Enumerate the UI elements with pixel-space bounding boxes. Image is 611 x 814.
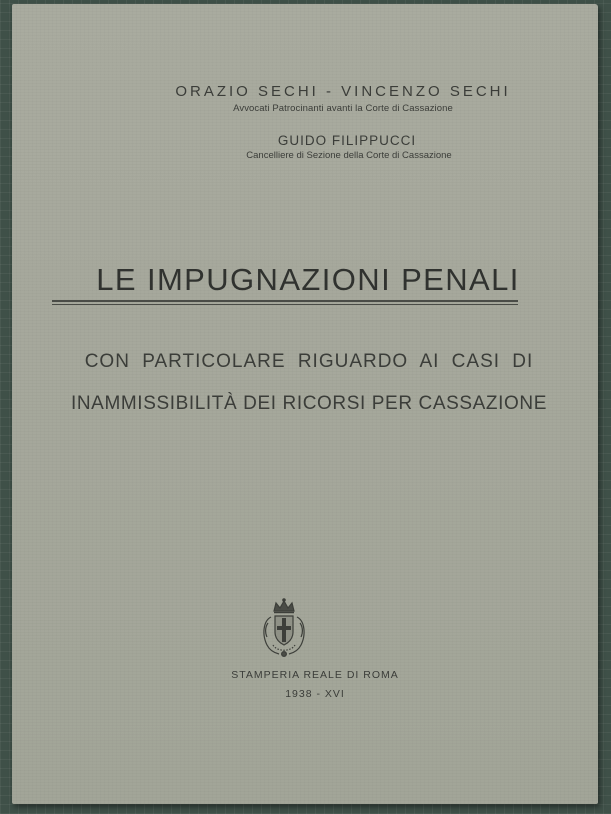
royal-coat-of-arms-icon — [259, 597, 309, 659]
publication-year: 1938 - XVI — [285, 688, 345, 700]
authors-line: ORAZIO SECHI - VINCENZO SECHI — [175, 83, 511, 100]
publisher: STAMPERIA REALE DI ROMA — [231, 669, 399, 681]
book-cover — [12, 4, 598, 804]
book-title: LE IMPUGNAZIONI PENALI — [96, 262, 520, 297]
title-double-rule — [52, 300, 518, 305]
subtitle-line-2: INAMMISSIBILITÀ DEI RICORSI PER CASSAZIONE — [70, 393, 547, 414]
third-author-subtitle: Cancelliere di Sezione della Corte di Cassazione — [246, 150, 452, 161]
authors-subtitle: Avvocati Patrocinanti avanti la Corte di Cassazione — [233, 103, 453, 114]
third-author: GUIDO FILIPPUCCI — [277, 133, 417, 148]
subtitle-line-1: CON PARTICOLARE RIGUARDO AI CASI DI — [84, 351, 534, 372]
